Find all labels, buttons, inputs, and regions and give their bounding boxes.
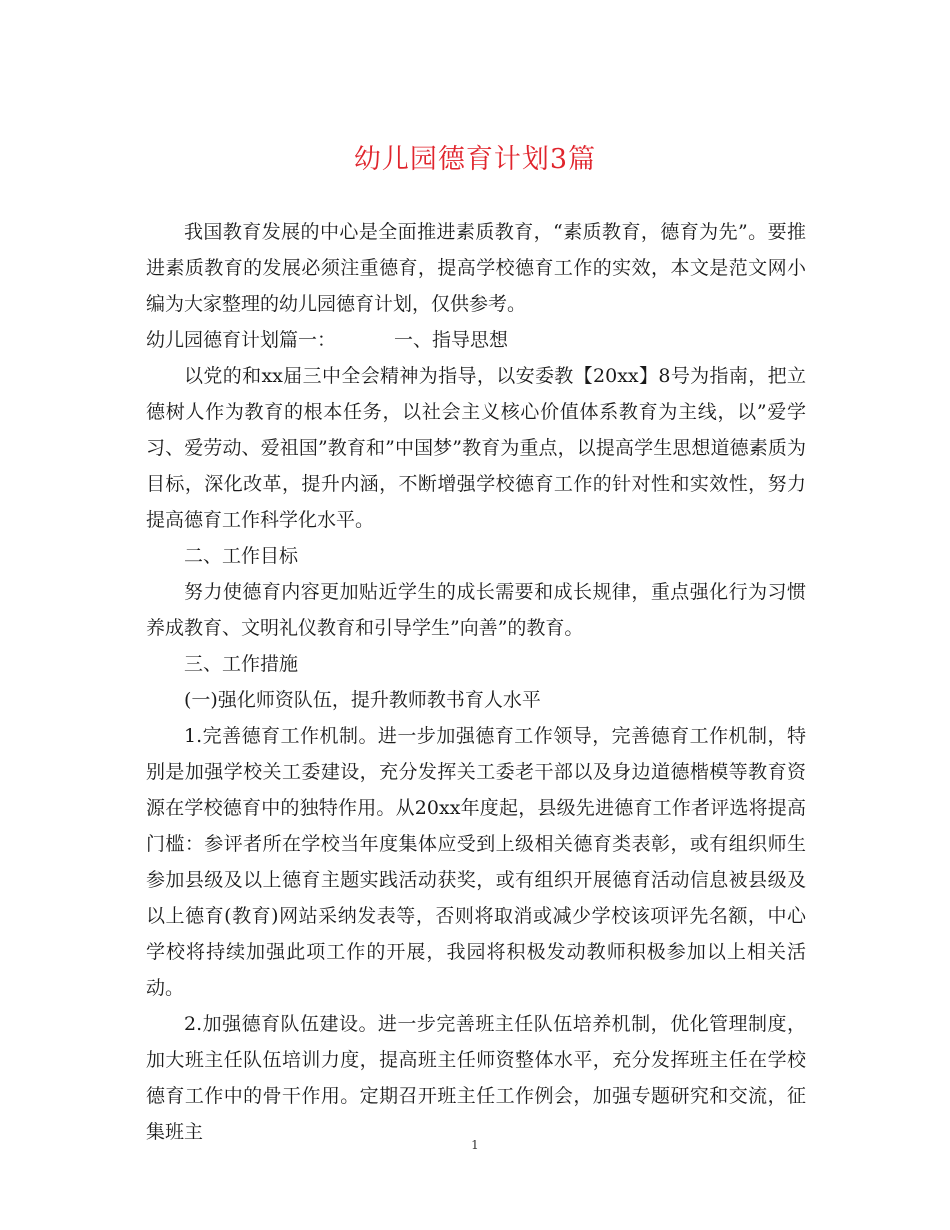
sub-heading-teacher-team: (一)强化师资队伍，提升教师教书育人水平: [184, 689, 541, 711]
document-body: [146, 214, 806, 1150]
measure-two-paragraph: 2.加强德育队伍建设。进一步完善班主任队伍培养机制，优化管理制度，加大班主任队伍培训力度，提高班主任师资整体水平，充分发挥班主任在学校德育工作中的骨干作用。定期召开班主任工作例会，加强专题研究和交流，征集班主: [146, 1013, 806, 1143]
section-heading-work-measures: 三、工作措施: [184, 653, 299, 675]
work-goal-paragraph: 努力使德育内容更加贴近学生的成长需要和成长规律，重点强化行为习惯养成教育、文明礼仪教育和引导学生”向善”的教育。: [146, 581, 806, 639]
measure-one-paragraph: 1.完善德育工作机制。进一步加强德育工作领导，完善德育工作机制，特别是加强学校关工委建设，充分发挥关工委老干部以及身边道德楷模等教育资源在学校德育中的独特作用。从20xx年度起，县级先进德育工作者评选将提高门槛：参评者所在学校当年度集体应受到上级相关德育类表彰，或有组织师生参加县级及以上德育主题实践活动获奖，或有组织开展德育活动信息被县级及以上德育(教育)网站采纳发表等，否则将取消或减少学校该项评先名额，中心学校将持续加强此项工作的开展，我园将积极发动教师积极参加以上相关活动。: [146, 725, 806, 999]
page-number: 1: [471, 1138, 479, 1152]
guiding-thought-paragraph: 以党的和xx届三中全会精神为指导，以安委教【20xx】8号为指南，把立德树人作为教育的根本任务，以社会主义核心价值体系教育为主线，以”爱学习、爱劳动、爱祖国”教育和”中国梦”教育为重点，以提高学生思想道德素质为目标，深化改革，提升内涵，不断增强学校德育工作的针对性和实效性，努力提高德育工作科学化水平。: [146, 365, 806, 531]
document-title: 幼儿园德育计划3篇: [353, 144, 597, 175]
section-heading-work-goal: 二、工作目标: [184, 545, 299, 567]
intro-paragraph: 我国教育发展的中心是全面推进素质教育，“素质教育，德育为先”。要推进素质教育的发展必须注重德育，提高学校德育工作的实效，本文是范文网小编为大家整理的幼儿园德育计划，仅供参考。: [146, 221, 806, 315]
part-one-label: 幼儿园德育计划篇一：: [146, 329, 337, 351]
part-one-heading-line: [146, 322, 806, 358]
section-heading-guiding-thought: 一、指导思想: [394, 329, 509, 351]
